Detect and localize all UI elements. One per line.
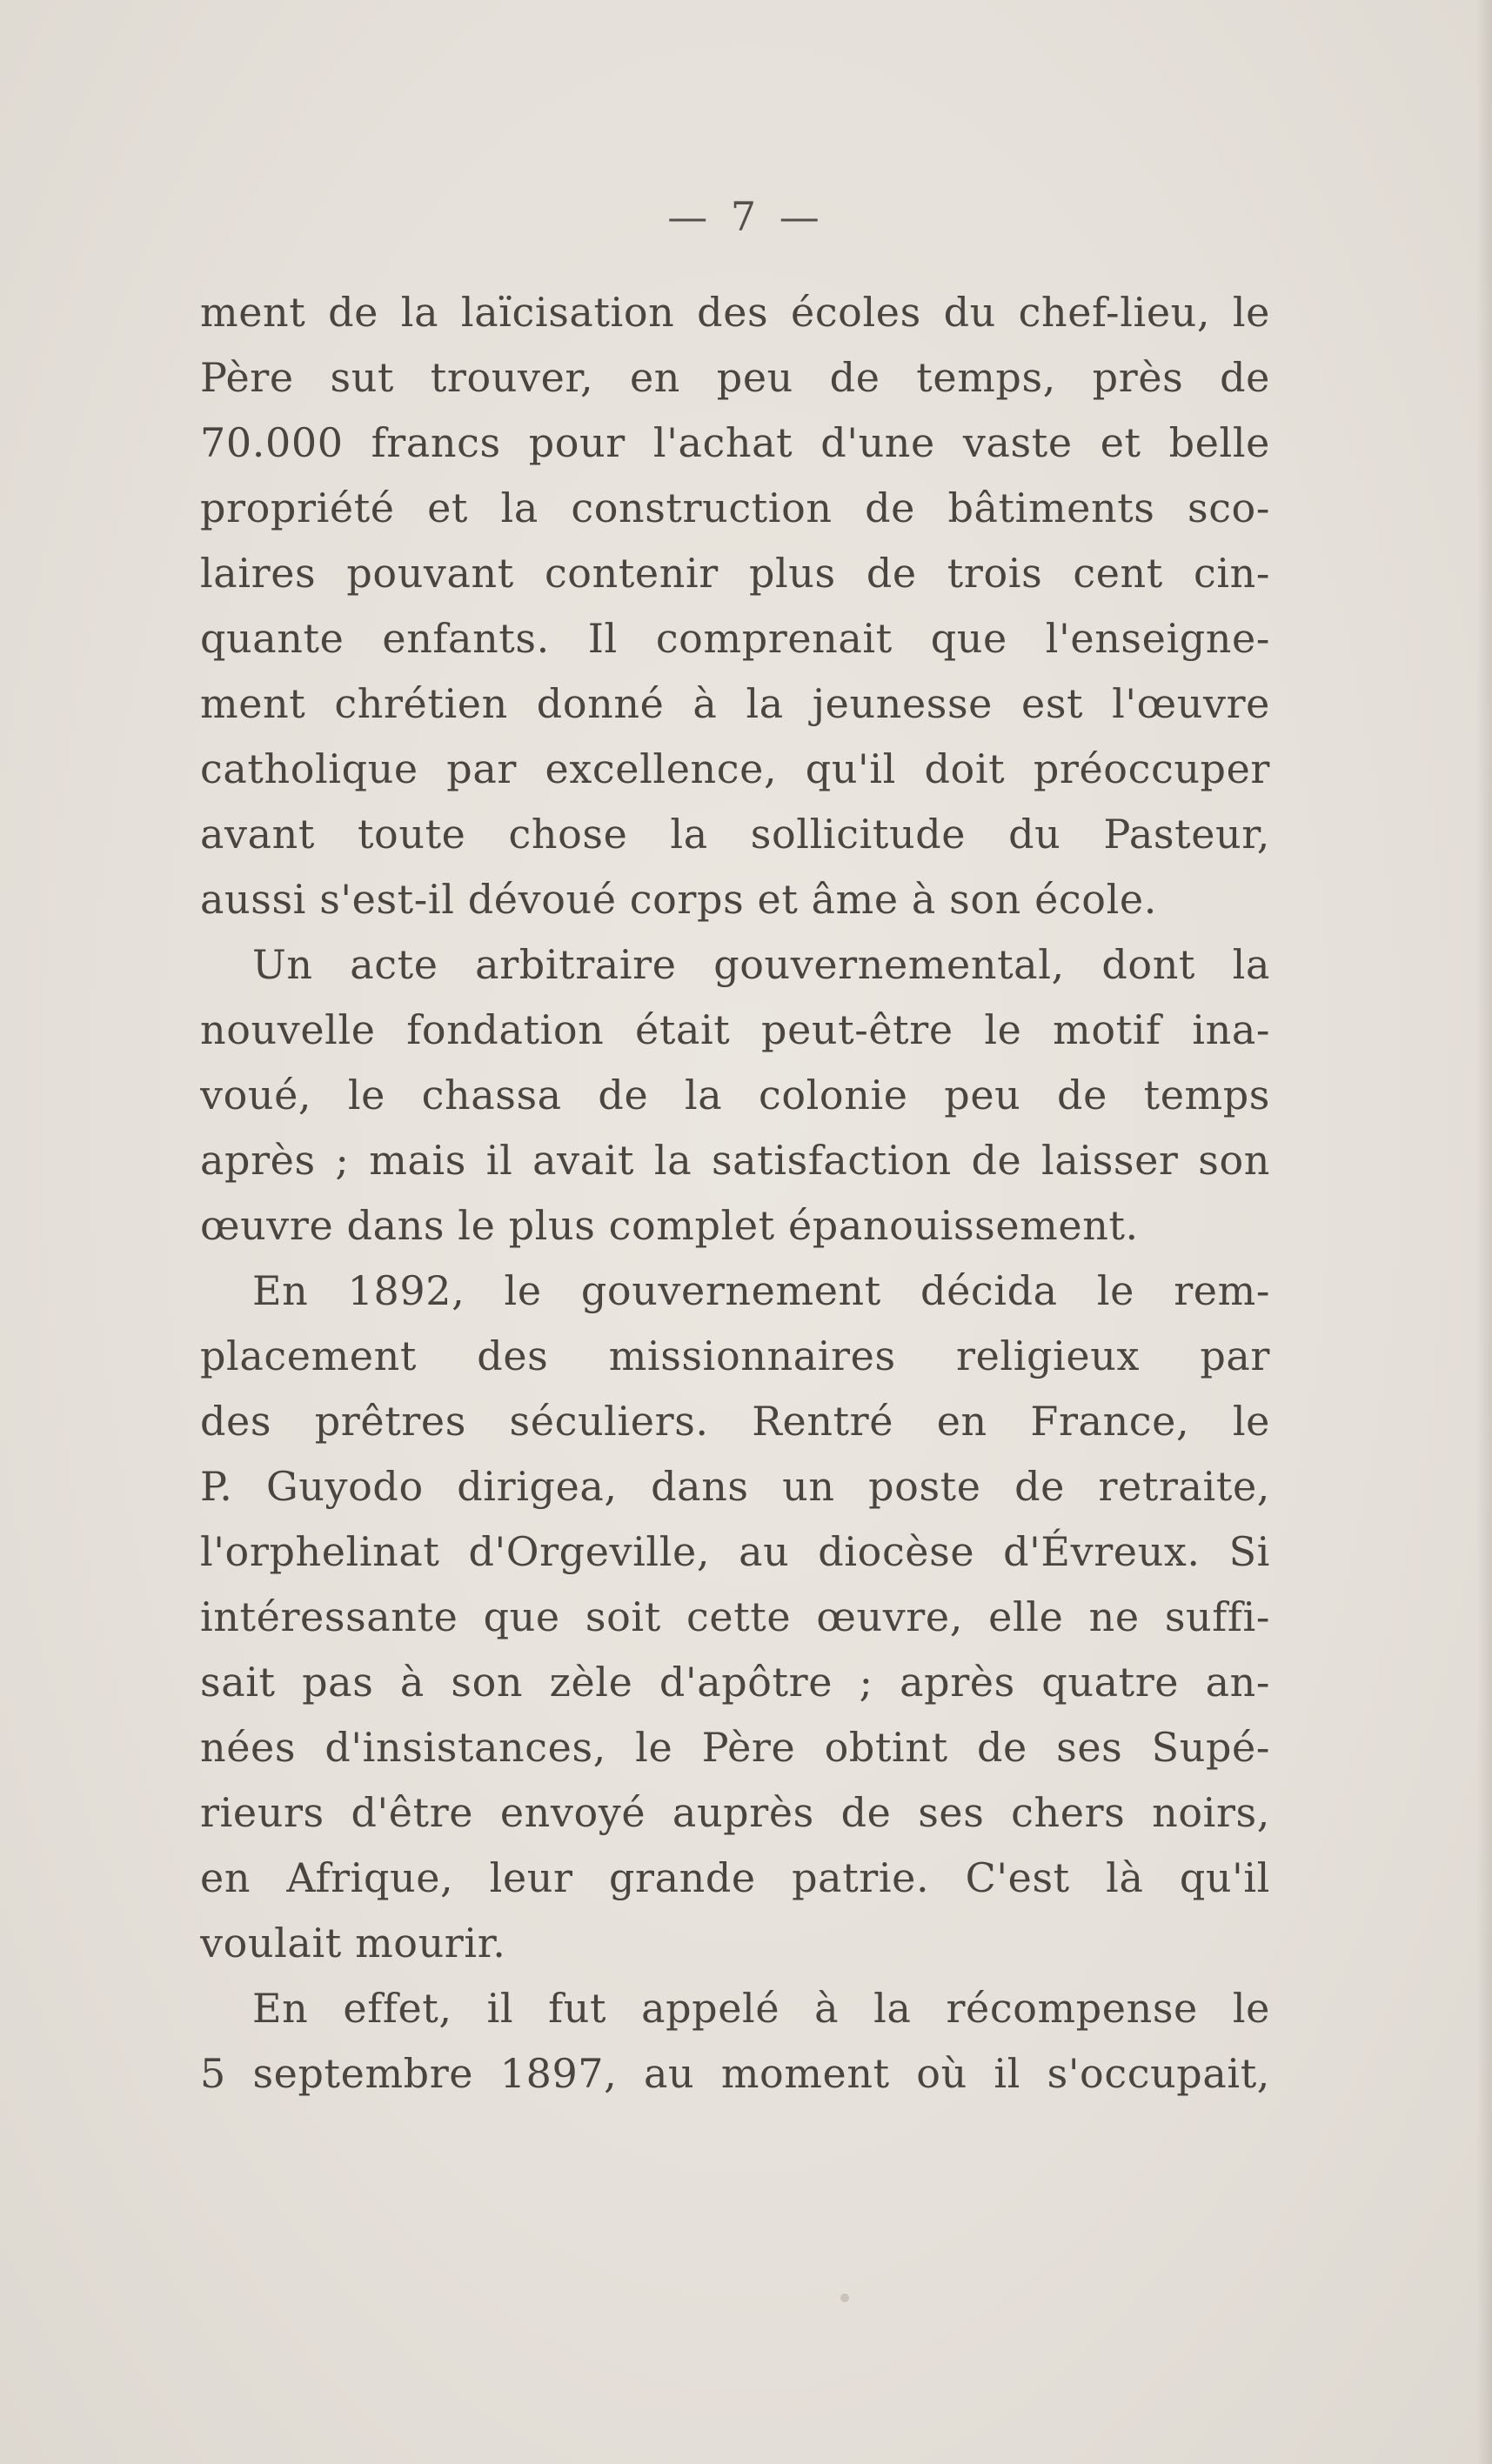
text-line: sait pas à son zèle d'apôtre ; après quatre an- (200, 1659, 1270, 1706)
text-line: des prêtres séculiers. Rentré en France, le (200, 1398, 1270, 1445)
text-line: œuvre dans le plus complet épanouissement. (200, 1202, 1139, 1249)
text-line: propriété et la construction de bâtiments sco- (200, 484, 1270, 531)
text-line: P. Guyodo dirigea, dans un poste de retraite, (200, 1463, 1270, 1510)
paper-speck (840, 2294, 849, 2302)
text-line: en Afrique, leur grande patrie. C'est là qu'il (200, 1854, 1270, 1901)
text-line: rieurs d'être envoyé auprès de ses chers noirs, (200, 1789, 1270, 1836)
text-line: nées d'insistances, le Père obtint de ses Supé- (200, 1724, 1270, 1771)
text-line: 5 septembre 1897, au moment où il s'occupait, (200, 2050, 1270, 2097)
text-line: voué, le chassa de la colonie peu de temps (200, 1072, 1270, 1118)
text-line: catholique par excellence, qu'il doit préoccuper (200, 745, 1270, 792)
text-line: En effet, il fut appelé à la récompense le (252, 1985, 1270, 2032)
text-line: nouvelle fondation était peut-être le motif ina- (200, 1006, 1270, 1053)
text-line: Père sut trouver, en peu de temps, près de (200, 354, 1270, 401)
text-line: En 1892, le gouvernement décida le rem- (252, 1267, 1270, 1314)
text-line: voulait mourir. (200, 1920, 506, 1967)
text-line: placement des missionnaires religieux par (200, 1332, 1270, 1379)
body-text (200, 280, 1270, 2107)
text-line: avant toute chose la sollicitude du Pasteur, (200, 811, 1270, 858)
text-line: après ; mais il avait la satisfaction de laisser son (200, 1137, 1270, 1184)
text-line: 70.000 francs pour l'achat d'une vaste et belle (200, 419, 1270, 466)
text-line: aussi s'est-il dévoué corps et âme à son école. (200, 876, 1157, 923)
text-line: ment chrétien donné à la jeunesse est l'œuvre (200, 680, 1270, 727)
page-edge-shadow (1476, 0, 1492, 2464)
page-number-header: — 7 — (667, 193, 825, 240)
text-line: ment de la laïcisation des écoles du chef-lieu, le (200, 289, 1270, 336)
text-line: Un acte arbitraire gouvernemental, dont la (252, 941, 1270, 988)
text-line: l'orphelinat d'Orgeville, au diocèse d'Évreux. Si (200, 1528, 1270, 1575)
text-line: intéressante que soit cette œuvre, elle ne suffi- (200, 1593, 1270, 1640)
text-line: quante enfants. Il comprenait que l'enseigne- (200, 615, 1270, 662)
text-line: laires pouvant contenir plus de trois cent cin- (200, 550, 1270, 597)
